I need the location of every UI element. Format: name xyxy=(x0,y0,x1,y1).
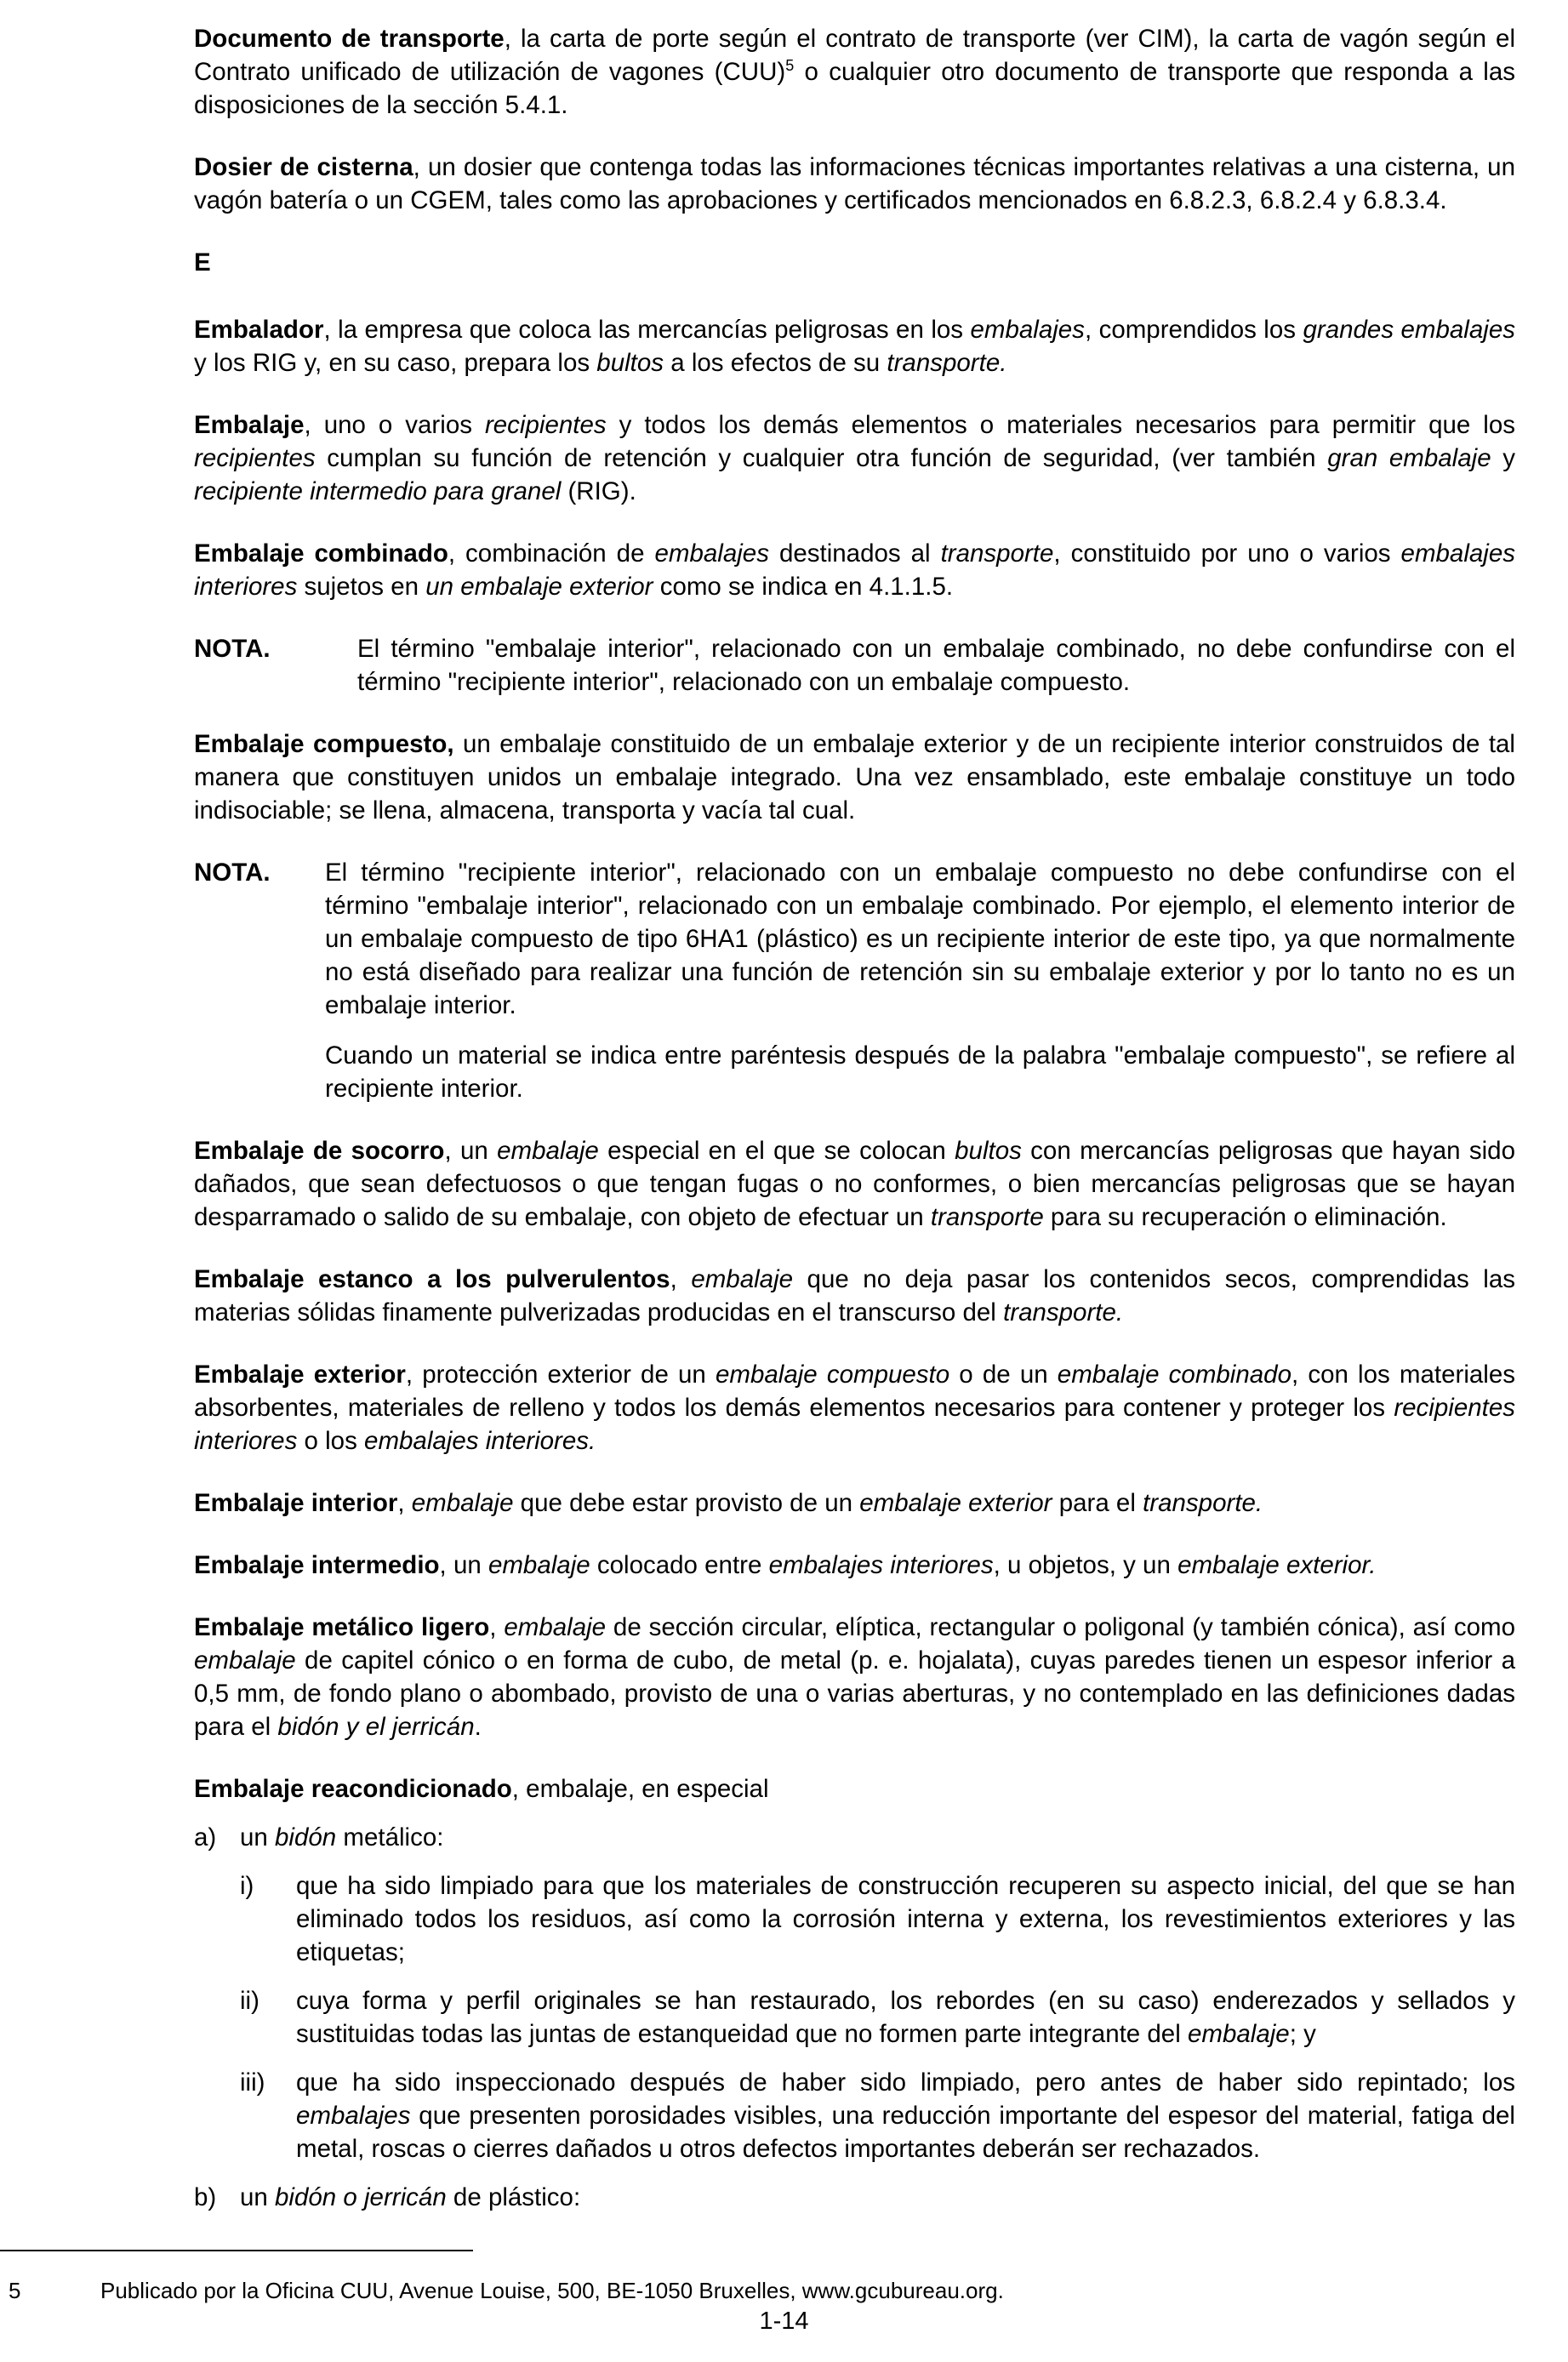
note-embalaje-compuesto xyxy=(194,856,1515,1105)
note-text: El término "embalaje interior", relacionado con un embalaje combinado, no debe confundirse con el término "recipiente interior", relacionado con un embalaje compuesto. xyxy=(357,635,1515,696)
term: Embalaje compuesto, xyxy=(194,730,454,758)
definition-embalaje-combinado: Embalaje combinado, combinación de embalajes destinados al transporte, constituido por uno o varios embalajes interiores sujetos en un embalaje exterior como se indica en 4.1.1.5. xyxy=(194,539,1516,601)
definition-embalaje: Embalaje, uno o varios recipientes y todos los demás elementos o materiales necesarios para permitir que los recipientes cumplan su función de retención y cualquier otra función de seguridad, (ver también gran embalaje y recipiente intermedio para granel (RIG). xyxy=(194,411,1516,505)
list-item-a xyxy=(194,1821,1515,1854)
note-paragraph: Cuando un material se indica entre paréntesis después de la palabra "embalaje compuesto", se refiere al recipiente interior. xyxy=(325,1041,1515,1103)
definition-embalaje-interior: Embalaje interior, embalaje que debe estar provisto de un embalaje exterior para el transporte. xyxy=(194,1489,1263,1517)
list-marker: b) xyxy=(194,2183,217,2211)
term: Embalaje combinado xyxy=(194,539,448,568)
list-marker: ii) xyxy=(240,1987,259,2015)
list-marker: a) xyxy=(194,1823,217,1851)
list-text: cuya forma y perfil originales se han restaurado, los rebordes (en su caso) enderezados y sellados y sustituidas todas las juntas de estanqueidad que no formen parte integrante del embalaje; y xyxy=(296,1987,1515,2048)
definition-embalaje-de-socorro: Embalaje de socorro, un embalaje especial en el que se colocan bultos con mercancías peligrosas que hayan sido dañados, que sean defectuosos o que tengan fugas o no conformes, o bien mercancías peligrosas que se hayan desparramado o salido de su embalaje, con objeto de efectuar un transporte para su recuperación o eliminación. xyxy=(194,1137,1515,1231)
term: Embalaje exterior xyxy=(194,1361,406,1389)
definition-embalaje-estanco: Embalaje estanco a los pulverulentos, embalaje que no deja pasar los contenidos secos, comprendidas las materias sólidas finamente pulverizadas producidas en el transcurso del transporte. xyxy=(194,1265,1516,1326)
list-marker: iii) xyxy=(240,2068,265,2097)
term: Embalaje intermedio xyxy=(194,1551,440,1579)
list-marker: i) xyxy=(240,1872,254,1900)
term: Documento de transporte xyxy=(194,25,505,53)
definition-documento-de-transporte: Documento de transporte, la carta de porte según el contrato de transporte (ver CIM), la carta de vagón según el Contrato unificado de utilización de vagones (CUU)$^5$ o cualquier otro documento de transporte que responda a las disposiciones de la sección 5.4.1. xyxy=(194,25,1515,119)
note-label: NOTA. xyxy=(194,859,271,887)
term: Embalaje xyxy=(194,411,305,439)
sub-list-item-i xyxy=(240,1869,1515,1969)
list-item-b xyxy=(194,2181,1515,2214)
section-letter-heading: E xyxy=(194,248,211,277)
list-text: un bidón metálico: xyxy=(240,1823,444,1851)
page-number: 1-14 xyxy=(759,2308,809,2335)
note-embalaje-combinado xyxy=(194,632,1515,699)
term: Embalaje metálico ligero xyxy=(194,1613,490,1641)
term: Embalaje interior xyxy=(194,1489,398,1517)
note-paragraph: El término "recipiente interior", relacionado con un embalaje compuesto no debe confundirse con el término "embalaje interior", relacionado con un embalaje combinado. Por ejemplo, el elemento interior de un embalaje compuesto de tipo 6HA1 (plástico) es un recipiente interior de este tipo, ya que normalmente no está diseñado para realizar una función de retención sin su embalaje exterior y por lo tanto no es un embalaje interior. xyxy=(325,859,1515,1019)
term: Embalador xyxy=(194,316,324,344)
list-text: que ha sido limpiado para que los materiales de construcción recuperen su aspecto inicial, del que se han eliminado todos los residuos, así como la corrosión interna y externa, los revestimientos exteriores y las etiquetas; xyxy=(296,1872,1515,1966)
footnote-reference: 5 xyxy=(785,57,795,75)
definition-embalaje-compuesto: Embalaje compuesto, un embalaje constituido de un embalaje exterior y de un recipiente interior construidos de tal manera que constituyen unidos un embalaje integrado. Una vez ensamblado, este embalaje constituye un todo indisociable; se llena, almacena, transporta y vacía tal cual. xyxy=(194,730,1515,824)
sub-list xyxy=(240,1869,1515,2165)
footnote-text: Publicado por la Oficina CUU, Avenue Louise, 500, BE-1050 Bruxelles, www.gcubureau.org. xyxy=(100,2278,1004,2303)
definition-embalaje-metalico-ligero: Embalaje metálico ligero, embalaje de sección circular, elíptica, rectangular o poligonal (y también cónica), así como embalaje de capitel cónico o en forma de cubo, de metal (p. e. hojalata), cuyas paredes tienen un espesor inferior a 0,5 mm, de fondo plano o abombado, provisto de una o varias aberturas, y no contemplado en las definiciones dadas para el bidón y el jerricán. xyxy=(194,1613,1515,1741)
definition-dosier-de-cisterna: Dosier de cisterna, un dosier que contenga todas las informaciones técnicas importantes relativas a una cisterna, un vagón batería o un CGEM, tales como las aprobaciones y certificados mencionados en 6.8.2.3, 6.8.2.4 y 6.8.3.4. xyxy=(194,153,1515,214)
term: Embalaje reacondicionado xyxy=(194,1775,512,1803)
note-label: NOTA. xyxy=(194,635,271,663)
sub-list-item-ii xyxy=(240,1984,1515,2051)
definition-embalaje-exterior: Embalaje exterior, protección exterior de un embalaje compuesto o de un embalaje combinado, con los materiales absorbentes, materiales de relleno y todos los demás elementos necesarios para contener y proteger los recipientes interiores o los embalajes interiores. xyxy=(194,1361,1515,1455)
term: Embalaje estanco a los pulverulentos xyxy=(194,1265,670,1293)
definition-embalaje-intermedio: Embalaje intermedio, un embalaje colocado entre embalajes interiores, u objetos, y un embalaje exterior. xyxy=(194,1551,1377,1579)
definition-embalaje-reacondicionado: Embalaje reacondicionado, embalaje, en especial xyxy=(194,1775,769,1803)
footnote-number: 5 xyxy=(9,2278,21,2303)
sub-list-item-iii xyxy=(240,2066,1515,2165)
list-text: un bidón o jerricán de plástico: xyxy=(240,2183,581,2211)
definition-embalador: Embalador, la empresa que coloca las mercancías peligrosas en los embalajes, comprendidos los grandes embalajes y los RIG y, en su caso, prepara los bultos a los efectos de su transporte. xyxy=(194,316,1515,377)
term: Dosier de cisterna xyxy=(194,153,413,181)
footnote xyxy=(0,2277,1568,2304)
footnote-separator xyxy=(0,2250,473,2251)
document-body xyxy=(194,22,1515,2229)
term: Embalaje de socorro xyxy=(194,1137,445,1165)
note-text xyxy=(325,856,1515,1105)
list-text: que ha sido inspeccionado después de haber sido limpiado, pero antes de haber sido repintado; los embalajes que presenten porosidades visibles, una reducción importante del espesor del material, fatiga del metal, roscas o cierres dañados u otros defectos importantes deberán ser rechazados. xyxy=(296,2068,1515,2163)
